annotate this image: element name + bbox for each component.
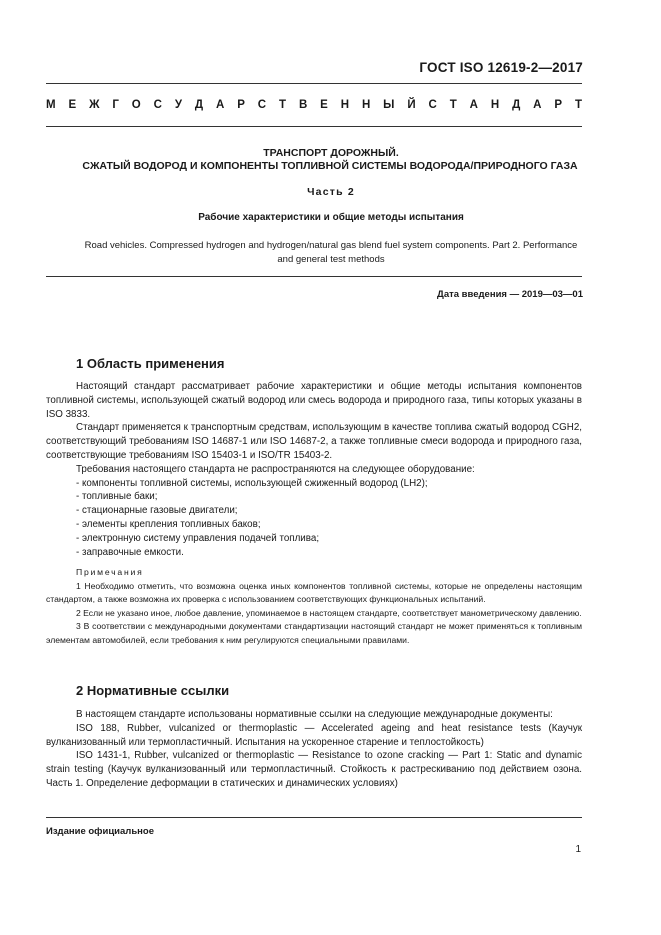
header-divider [46,83,582,84]
date-divider [46,276,582,277]
edition-label: Издание официальное [46,826,154,837]
list-item: - электронную систему управления подачей топлива; [76,532,320,544]
standard-type: М Е Ж Г О С У Д А Р С Т В Е Н Н Ы Й С Т А Н Д А Р Т [46,99,582,111]
list-item: - топливные баки; [76,491,158,503]
page-number: 1 [575,844,581,855]
english-title-line-2: and general test methods [277,254,385,265]
section-1-heading: 1 Область применения [76,356,225,371]
list-item: - компоненты топливной системы, использующей сжиженный водород (LH2); [76,477,428,489]
notes-block [46,566,582,647]
list-item: - заправочные емкости. [76,546,184,558]
part-label: Часть 2 [307,186,355,198]
reference-item: ISO 1431-1, Rubber, vulcanized or thermoplastic — Resistance to ozone cracking — Part 1: Static and dynamic strain testing (Каучук вулканизованный или термопластичный. Стойкость к растрескиванию под действием озона. Часть 1. Определение деформации в статических и динамических условиях) [46,750,582,789]
list-item: - элементы крепления топливных баков; [76,518,261,530]
english-title-line-1: Road vehicles. Compressed hydrogen and hydrogen/natural gas blend fuel system components. Part 2. Performance [84,240,578,251]
reference-item: ISO 188, Rubber, vulcanized or thermoplastic — Accelerated ageing and heat resistance tests (Каучук вулканизованный или термопластичный. Испытания на ускоренное старение и теплостойкость) [46,722,582,748]
note-item: 3 В соответствии с международными документами стандартизации настоящий стандарт не может применяться к топливным элементам автомобилей, если требования к ним регулируются специальными правилами. [46,621,582,645]
footer-divider [46,817,582,818]
subtitle: Рабочие характеристики и общие методы испытания [198,212,464,223]
title-divider [46,126,582,127]
list-item: - стационарные газовые двигатели; [76,505,238,517]
paragraph: В настоящем стандарте использованы нормативные ссылки на следующие международные документы: [76,709,553,720]
english-title [46,239,616,267]
title-line-2: СЖАТЫЙ ВОДОРОД И КОМПОНЕНТЫ ТОПЛИВНОЙ СИСТЕМЫ ВОДОРОДА/ПРИРОДНОГО ГАЗА [82,160,578,172]
notes-heading: Примечания [76,567,144,577]
section-2-heading: 2 Нормативные ссылки [76,683,230,698]
title-line-1: ТРАНСПОРТ ДОРОЖНЫЙ. [263,147,399,159]
note-item: 1 Необходимо отметить, что возможна оценка иных компонентов топливной системы, которые не определены настоящим стандартом, а также возможна их проверка с использованием соответствующих функциональных испытаний. [46,580,582,604]
note-item: 2 Если не указано иное, любое давление, упоминаемое в настоящем стандарте, соответствует манометрическому давлению. [76,607,582,618]
excluded-equipment-list [46,477,582,560]
intro-date: Дата введения — 2019—03—01 [437,289,583,300]
section-1-body [46,380,582,559]
paragraph: Стандарт применяется к транспортным средствам, использующим в качестве топлива сжатый водород CGH2, соответствующий требованиям ISO 14687-1 или ISO 14687-2, а также топливные смеси водорода и природного газа, соответствующие требованиям ISO 15403-1 и ISO/TR 15403-2. [46,422,582,461]
document-code: ГОСТ ISO 12619-2—2017 [419,60,583,75]
section-2-body [46,708,582,791]
paragraph: Требования настоящего стандарта не распространяются на следующее оборудование: [76,463,475,475]
paragraph: Настоящий стандарт рассматривает рабочие характеристики и общие методы испытания компонентов топливной системы, использующей сжатый водород или смесь водорода и природного газа, типы которых указаны в ISO 3833. [46,381,582,420]
